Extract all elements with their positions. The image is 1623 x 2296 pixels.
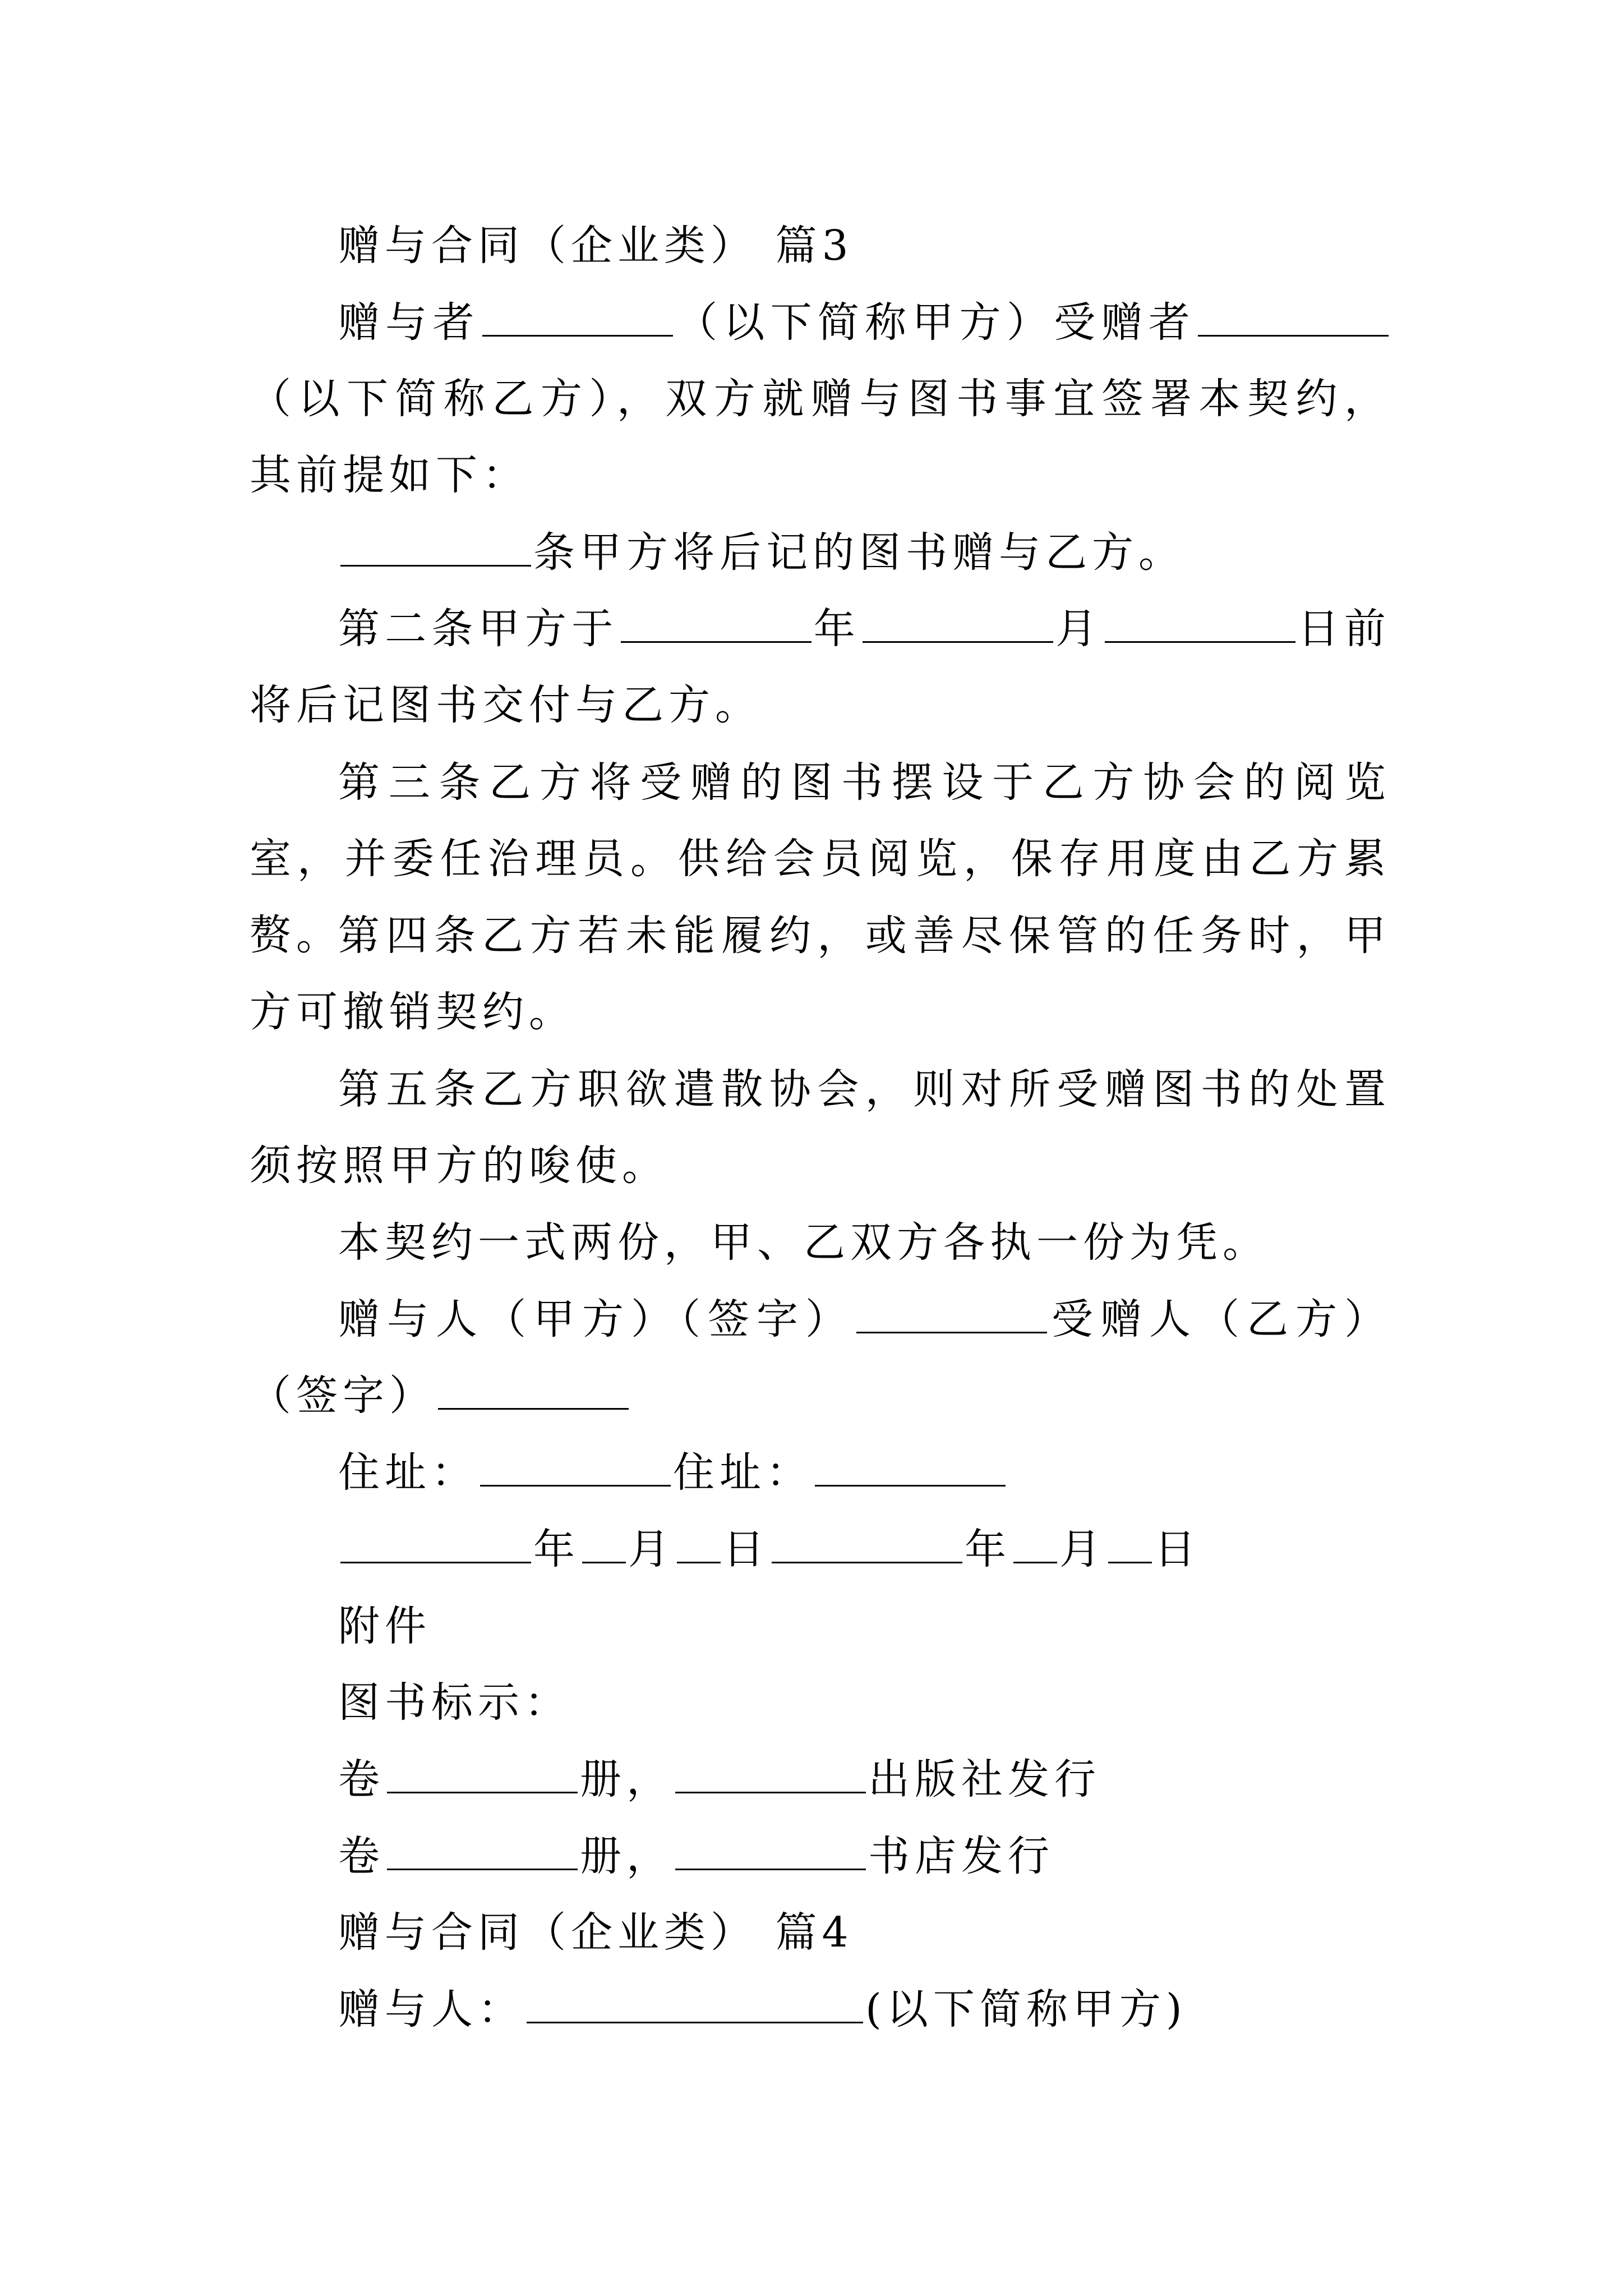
donor-signature-blank: [856, 1294, 1047, 1333]
recipient-blank: [1198, 297, 1389, 337]
donor-blank: [482, 297, 673, 337]
signature-line: 赠与人（甲方）（签字） 受赠人（乙方）（签字）: [250, 1281, 1391, 1434]
donor-line-4: 赠与人： (以下简称甲方): [250, 1971, 1391, 2047]
book-entry-2: 卷 册， 书店发行: [250, 1818, 1391, 1894]
section-heading-3: 赠与合同（企业类） 篇3: [338, 222, 854, 270]
book-entry-1: 卷 册， 出版社发行: [250, 1741, 1391, 1818]
donor-month-blank: [582, 1524, 626, 1563]
recipient-month-blank: [1013, 1524, 1057, 1563]
donor-4-blank: [527, 1984, 863, 2023]
recipient-day-blank: [1108, 1524, 1152, 1563]
recipient-signature-blank: [438, 1370, 629, 1410]
book-1-publisher-blank: [675, 1754, 866, 1793]
article-2: 第二条甲方于 年 月 日前将后记图书交付与乙方。: [250, 591, 1391, 743]
recipient-address-blank: [815, 1447, 1006, 1487]
book-1-volume-blank: [387, 1754, 578, 1793]
article-1: 条甲方将后记的图书赠与乙方。: [250, 514, 1391, 591]
article-4: 第四条乙方若未能履约，或善尽保管的任务时，甲方可撤销契约。: [250, 912, 1391, 1036]
article-5: 第五条乙方职欲遣散协会，则对所受赠图书的处置须按照甲方的唆使。: [250, 1065, 1391, 1190]
donor-year-blank: [340, 1524, 531, 1563]
article-2-day-blank: [1105, 603, 1295, 643]
article-3: 第三条乙方将受赠的图书摆设于乙方协会的阅览室，并委任治理员。供给会员阅览，保存用度由乙方累赘。: [250, 758, 1391, 959]
attachment-label: 附件: [338, 1602, 431, 1650]
article-1-blank: [340, 527, 531, 567]
article-2-month-blank: [863, 603, 1053, 643]
donor-day-blank: [677, 1524, 721, 1563]
section-heading-4: 赠与合同（企业类） 篇4: [338, 1908, 854, 1957]
copies-clause: 本契约一式两份，甲、乙双方各执一份为凭。: [338, 1218, 1269, 1267]
book-2-store-blank: [675, 1830, 866, 1870]
book-2-volume-blank: [387, 1830, 578, 1870]
recipient-year-blank: [772, 1524, 962, 1563]
address-line: 住址： 住址：: [250, 1434, 1391, 1511]
article-2-year-blank: [621, 603, 811, 643]
date-line: 年 月 日 年 月 日: [250, 1511, 1391, 1588]
donor-address-blank: [480, 1447, 671, 1487]
book-label: 图书标示：: [338, 1678, 571, 1727]
intro-paragraph: 赠与者 （以下简称甲方）受赠者（以下简称乙方），双方就赠与图书事宜签署本契约，其前提如下：: [250, 284, 1391, 513]
